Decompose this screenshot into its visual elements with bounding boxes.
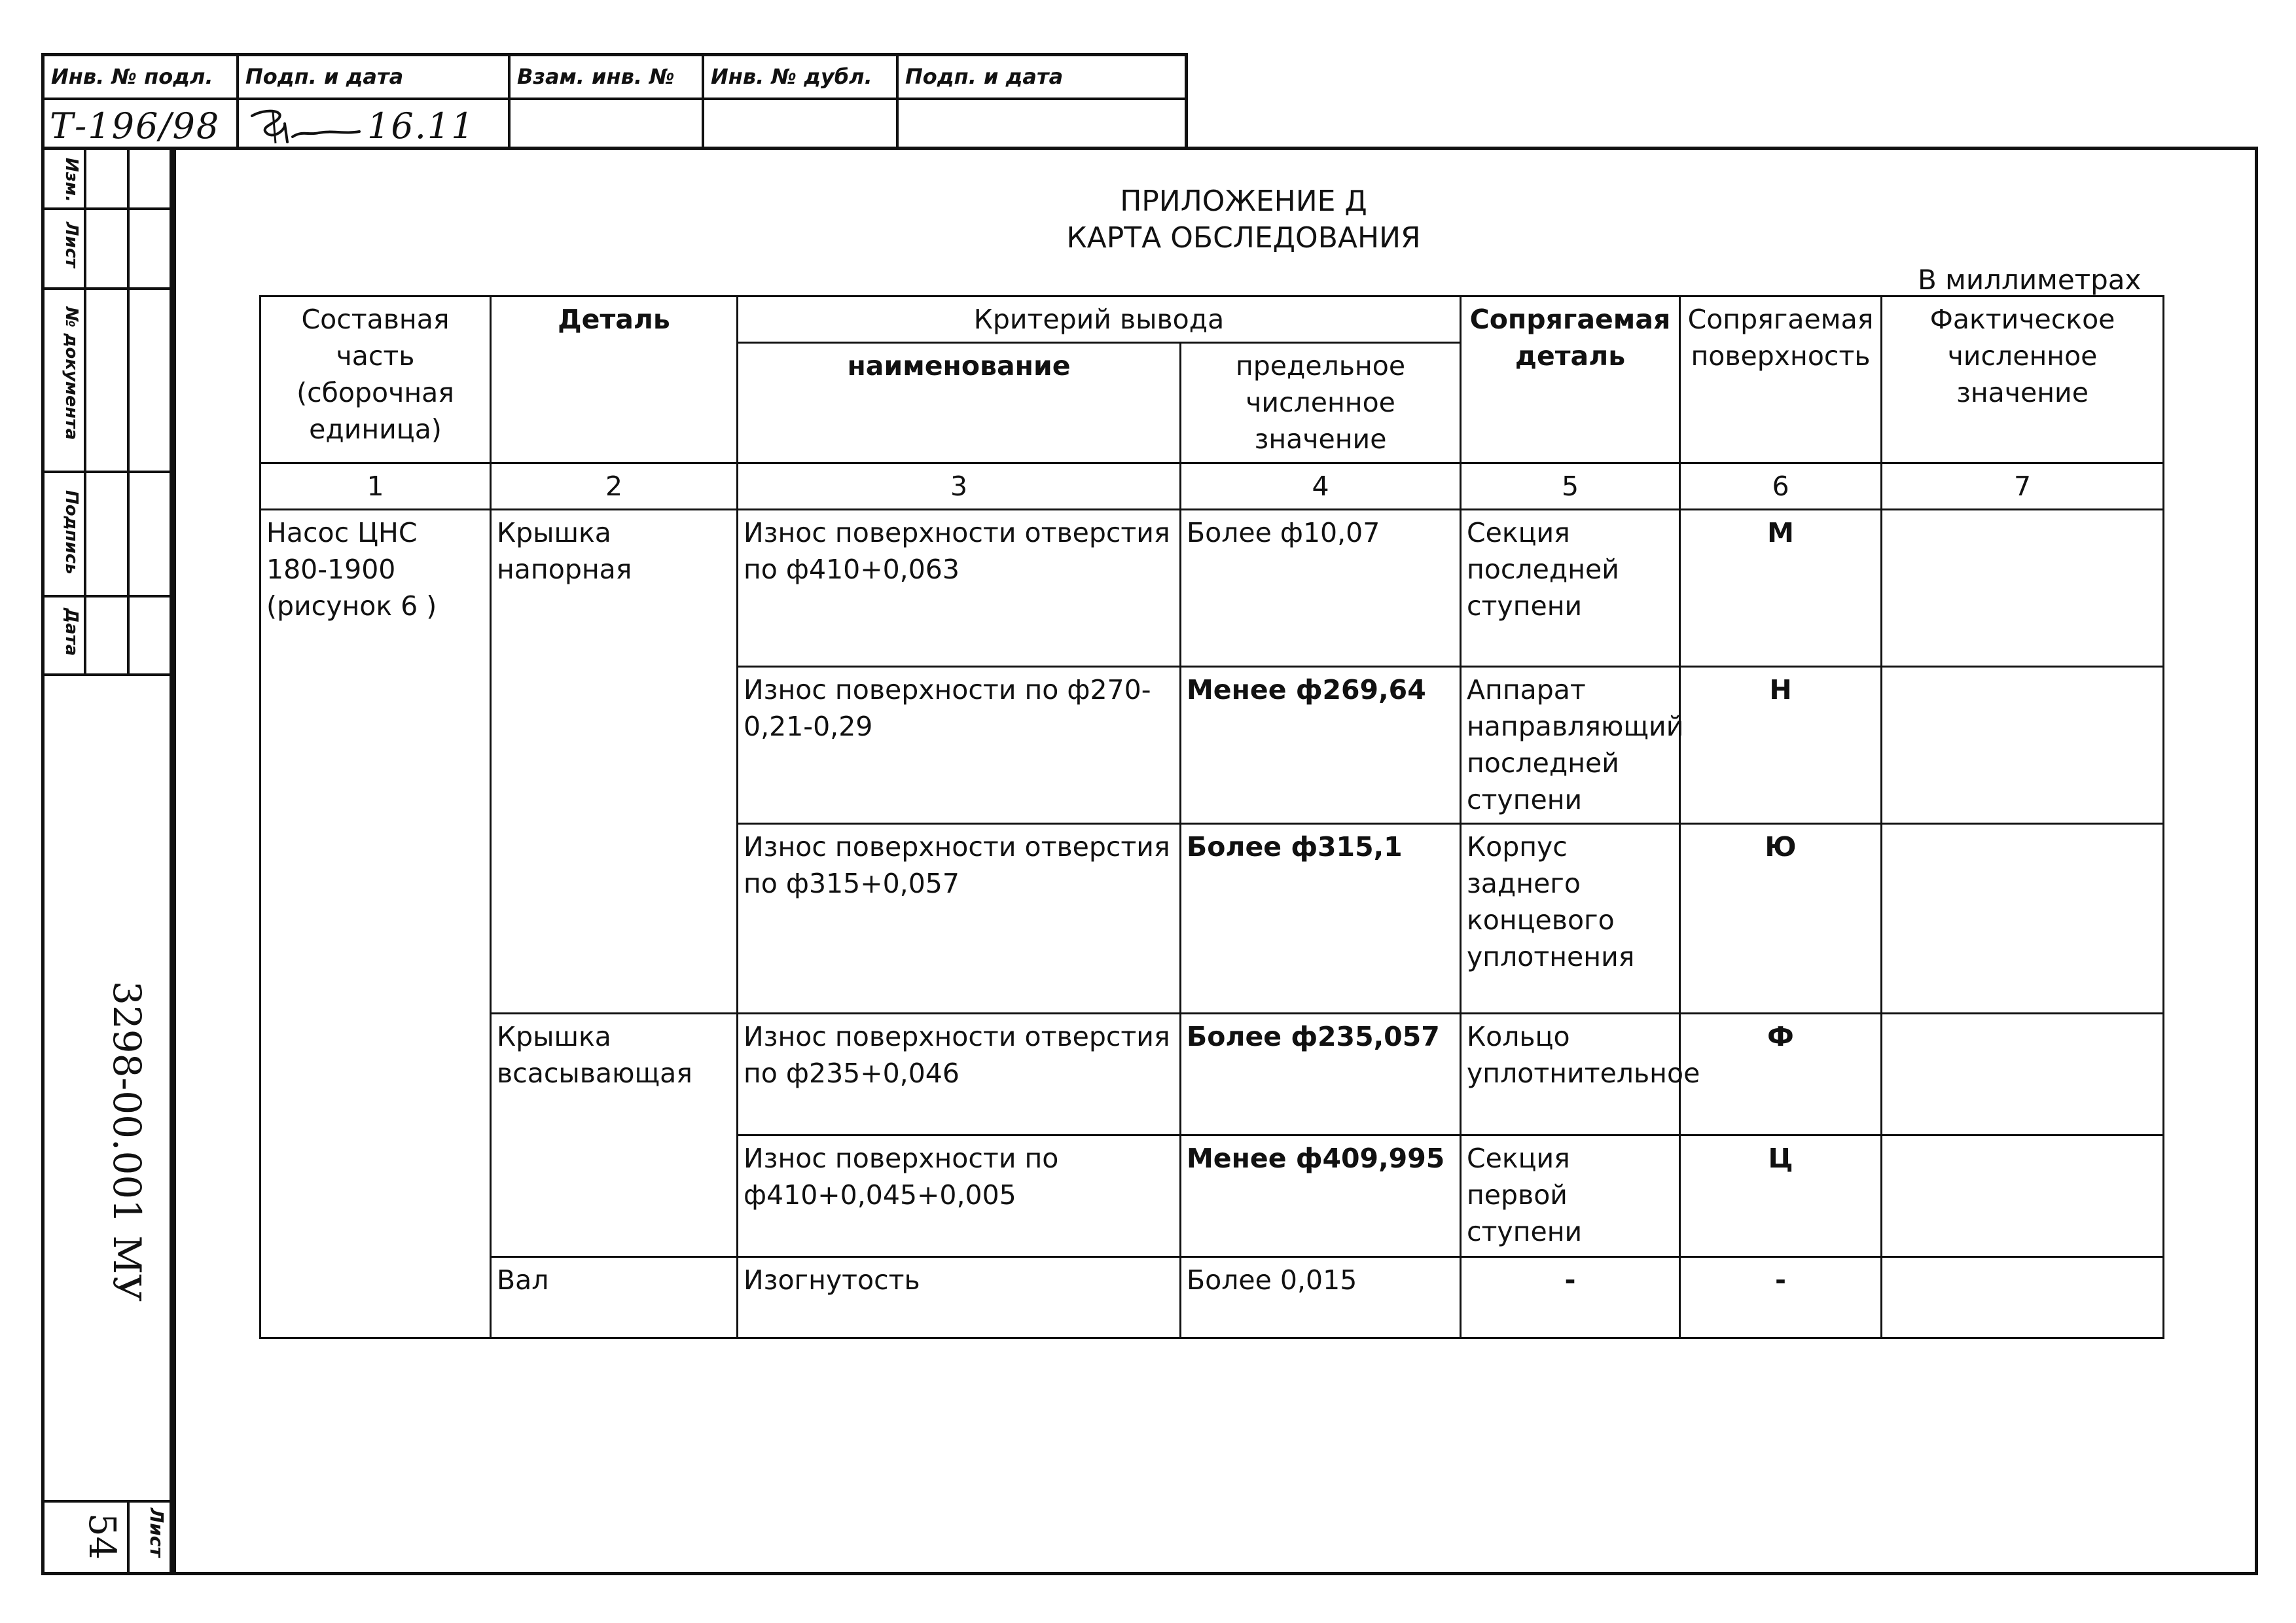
mating-detail-cell: -: [1461, 1257, 1680, 1338]
limit-cell: Менее ф269,64: [1181, 667, 1461, 824]
mating-surface-cell: Н: [1680, 667, 1882, 824]
table-row: [260, 1257, 2164, 1338]
limit-cell: Более ф315,1: [1181, 824, 1461, 1014]
mating-detail-cell: Секция последней ступени: [1461, 510, 1680, 667]
actual-value-cell: [1882, 824, 2164, 1014]
appendix-title: ПРИЛОЖЕНИЕ Д: [1120, 185, 1367, 218]
stamp-header-sign-date-2: Подп. и дата: [905, 64, 1064, 89]
divider: [45, 1500, 170, 1503]
detail-cell: Крышка напорная: [491, 510, 738, 1014]
mating-surface-cell: Ю: [1680, 824, 1882, 1014]
limit-cell: Более ф10,07: [1181, 510, 1461, 667]
sign-date-value: 16.11: [367, 105, 475, 147]
mating-surface-cell: Ф: [1680, 1014, 1882, 1135]
column-number-row: [260, 463, 2164, 510]
mating-surface-cell: -: [1680, 1257, 1882, 1338]
stamp-header-cell: [899, 56, 1185, 98]
actual-value-cell: [1882, 1014, 2164, 1135]
header-criterion: Критерий вывода: [738, 296, 1461, 343]
header-criterion-name: наименование: [738, 343, 1181, 463]
detail-cell: Вал: [491, 1257, 738, 1338]
table-row: [260, 510, 2164, 667]
sheet-number: 54: [81, 1513, 123, 1560]
mating-surface-cell: М: [1680, 510, 1882, 667]
limit-cell: Менее ф409,995: [1181, 1135, 1461, 1257]
actual-value-cell: [1882, 510, 2164, 667]
stamp-header-cell: [511, 56, 704, 98]
divider: [45, 673, 170, 676]
header-actual-value: Фактическое численное значение: [1882, 296, 2164, 463]
column-number: 2: [491, 463, 738, 510]
header-mating-detail: Сопрягаемая деталь: [1461, 296, 1680, 463]
stamp-value-cell: [511, 100, 704, 150]
document-code: 3298-00.001 МУ: [105, 981, 149, 1302]
column-number: 7: [1882, 463, 2164, 510]
divider: [45, 471, 170, 473]
detail-cell: Крышка всасывающая: [491, 1014, 738, 1257]
criterion-cell: Износ поверхности по ф410+0,045+0,005: [738, 1135, 1181, 1257]
handwritten-signature: [247, 104, 365, 147]
header-detail: Деталь: [491, 296, 738, 463]
stamp-header-cell: [45, 56, 239, 98]
table-row: [260, 1014, 2164, 1135]
criterion-cell: Износ поверхности отверстия по ф410+0,063: [738, 510, 1181, 667]
header-criterion-limit: предельное численное значение: [1181, 343, 1461, 463]
stamp-value-cell: [704, 100, 899, 150]
revision-columns: [45, 150, 170, 675]
mating-surface-cell: Ц: [1680, 1135, 1882, 1257]
stamp-value-cell: [899, 100, 1185, 150]
assembly-unit-cell: Насос ЦНС 180-1900 (рисунок 6 ): [260, 510, 491, 1338]
stamp-header-row: [45, 56, 1185, 100]
stamp-value-row: [45, 100, 1185, 150]
mating-detail-cell: Аппарат направляющий последней ступени: [1461, 667, 1680, 824]
survey-table: [259, 295, 2164, 1339]
units-note: В миллиметрах: [1918, 264, 2142, 296]
sheet-column-label: Лист: [62, 222, 81, 268]
header-mating-surface: Сопрягаемая поверхность: [1680, 296, 1882, 463]
column-number: 5: [1461, 463, 1680, 510]
actual-value-cell: [1882, 667, 2164, 824]
header-assembly: Составная часть (сборочная единица): [260, 296, 491, 463]
inventory-number: Т-196/98: [50, 105, 221, 147]
divider: [45, 595, 170, 597]
column-number: 4: [1181, 463, 1461, 510]
stamp-header-cell: [239, 56, 511, 98]
archive-stamp: [41, 53, 1188, 150]
document-title: КАРТА ОБСЛЕДОВАНИЯ: [1066, 221, 1421, 255]
divider: [127, 1500, 130, 1572]
divider: [45, 207, 170, 210]
limit-cell: Более ф235,057: [1181, 1014, 1461, 1135]
table-header-row: [260, 296, 2164, 343]
stamp-value-cell: [239, 100, 511, 150]
stamp-header-inv-duplicate: Инв. № дубл.: [711, 64, 872, 89]
actual-value-cell: [1882, 1135, 2164, 1257]
stamp-header-inv-original: Инв. № подл.: [51, 64, 213, 89]
actual-value-cell: [1882, 1257, 2164, 1338]
stamp-value-cell: [45, 100, 239, 150]
document-number-label: № документа: [62, 307, 81, 440]
sheet-label: Лист: [146, 1508, 168, 1558]
stamp-header-replace-inv: Взам. инв. №: [517, 64, 675, 89]
criterion-cell: Износ поверхности по ф270-0,21-0,29: [738, 667, 1181, 824]
column-number: 1: [260, 463, 491, 510]
divider: [45, 287, 170, 290]
criterion-cell: Изогнутость: [738, 1257, 1181, 1338]
criterion-cell: Износ поверхности отверстия по ф315+0,057: [738, 824, 1181, 1014]
signature-label: Подпись: [62, 490, 81, 575]
stamp-header-cell: [704, 56, 899, 98]
column-number: 6: [1680, 463, 1882, 510]
date-label: Дата: [62, 608, 81, 656]
mating-detail-cell: Кольцо уплотнительное: [1461, 1014, 1680, 1135]
stamp-header-sign-date: Подп. и дата: [245, 64, 404, 89]
column-number: 3: [738, 463, 1181, 510]
mating-detail-cell: Секция первой ступени: [1461, 1135, 1680, 1257]
limit-cell: Более 0,015: [1181, 1257, 1461, 1338]
criterion-cell: Износ поверхности отверстия по ф235+0,046: [738, 1014, 1181, 1135]
side-title-block: [41, 150, 173, 1575]
mating-detail-cell: Корпус заднего концевого уплотнения: [1461, 824, 1680, 1014]
revision-label: Изм.: [62, 158, 81, 202]
